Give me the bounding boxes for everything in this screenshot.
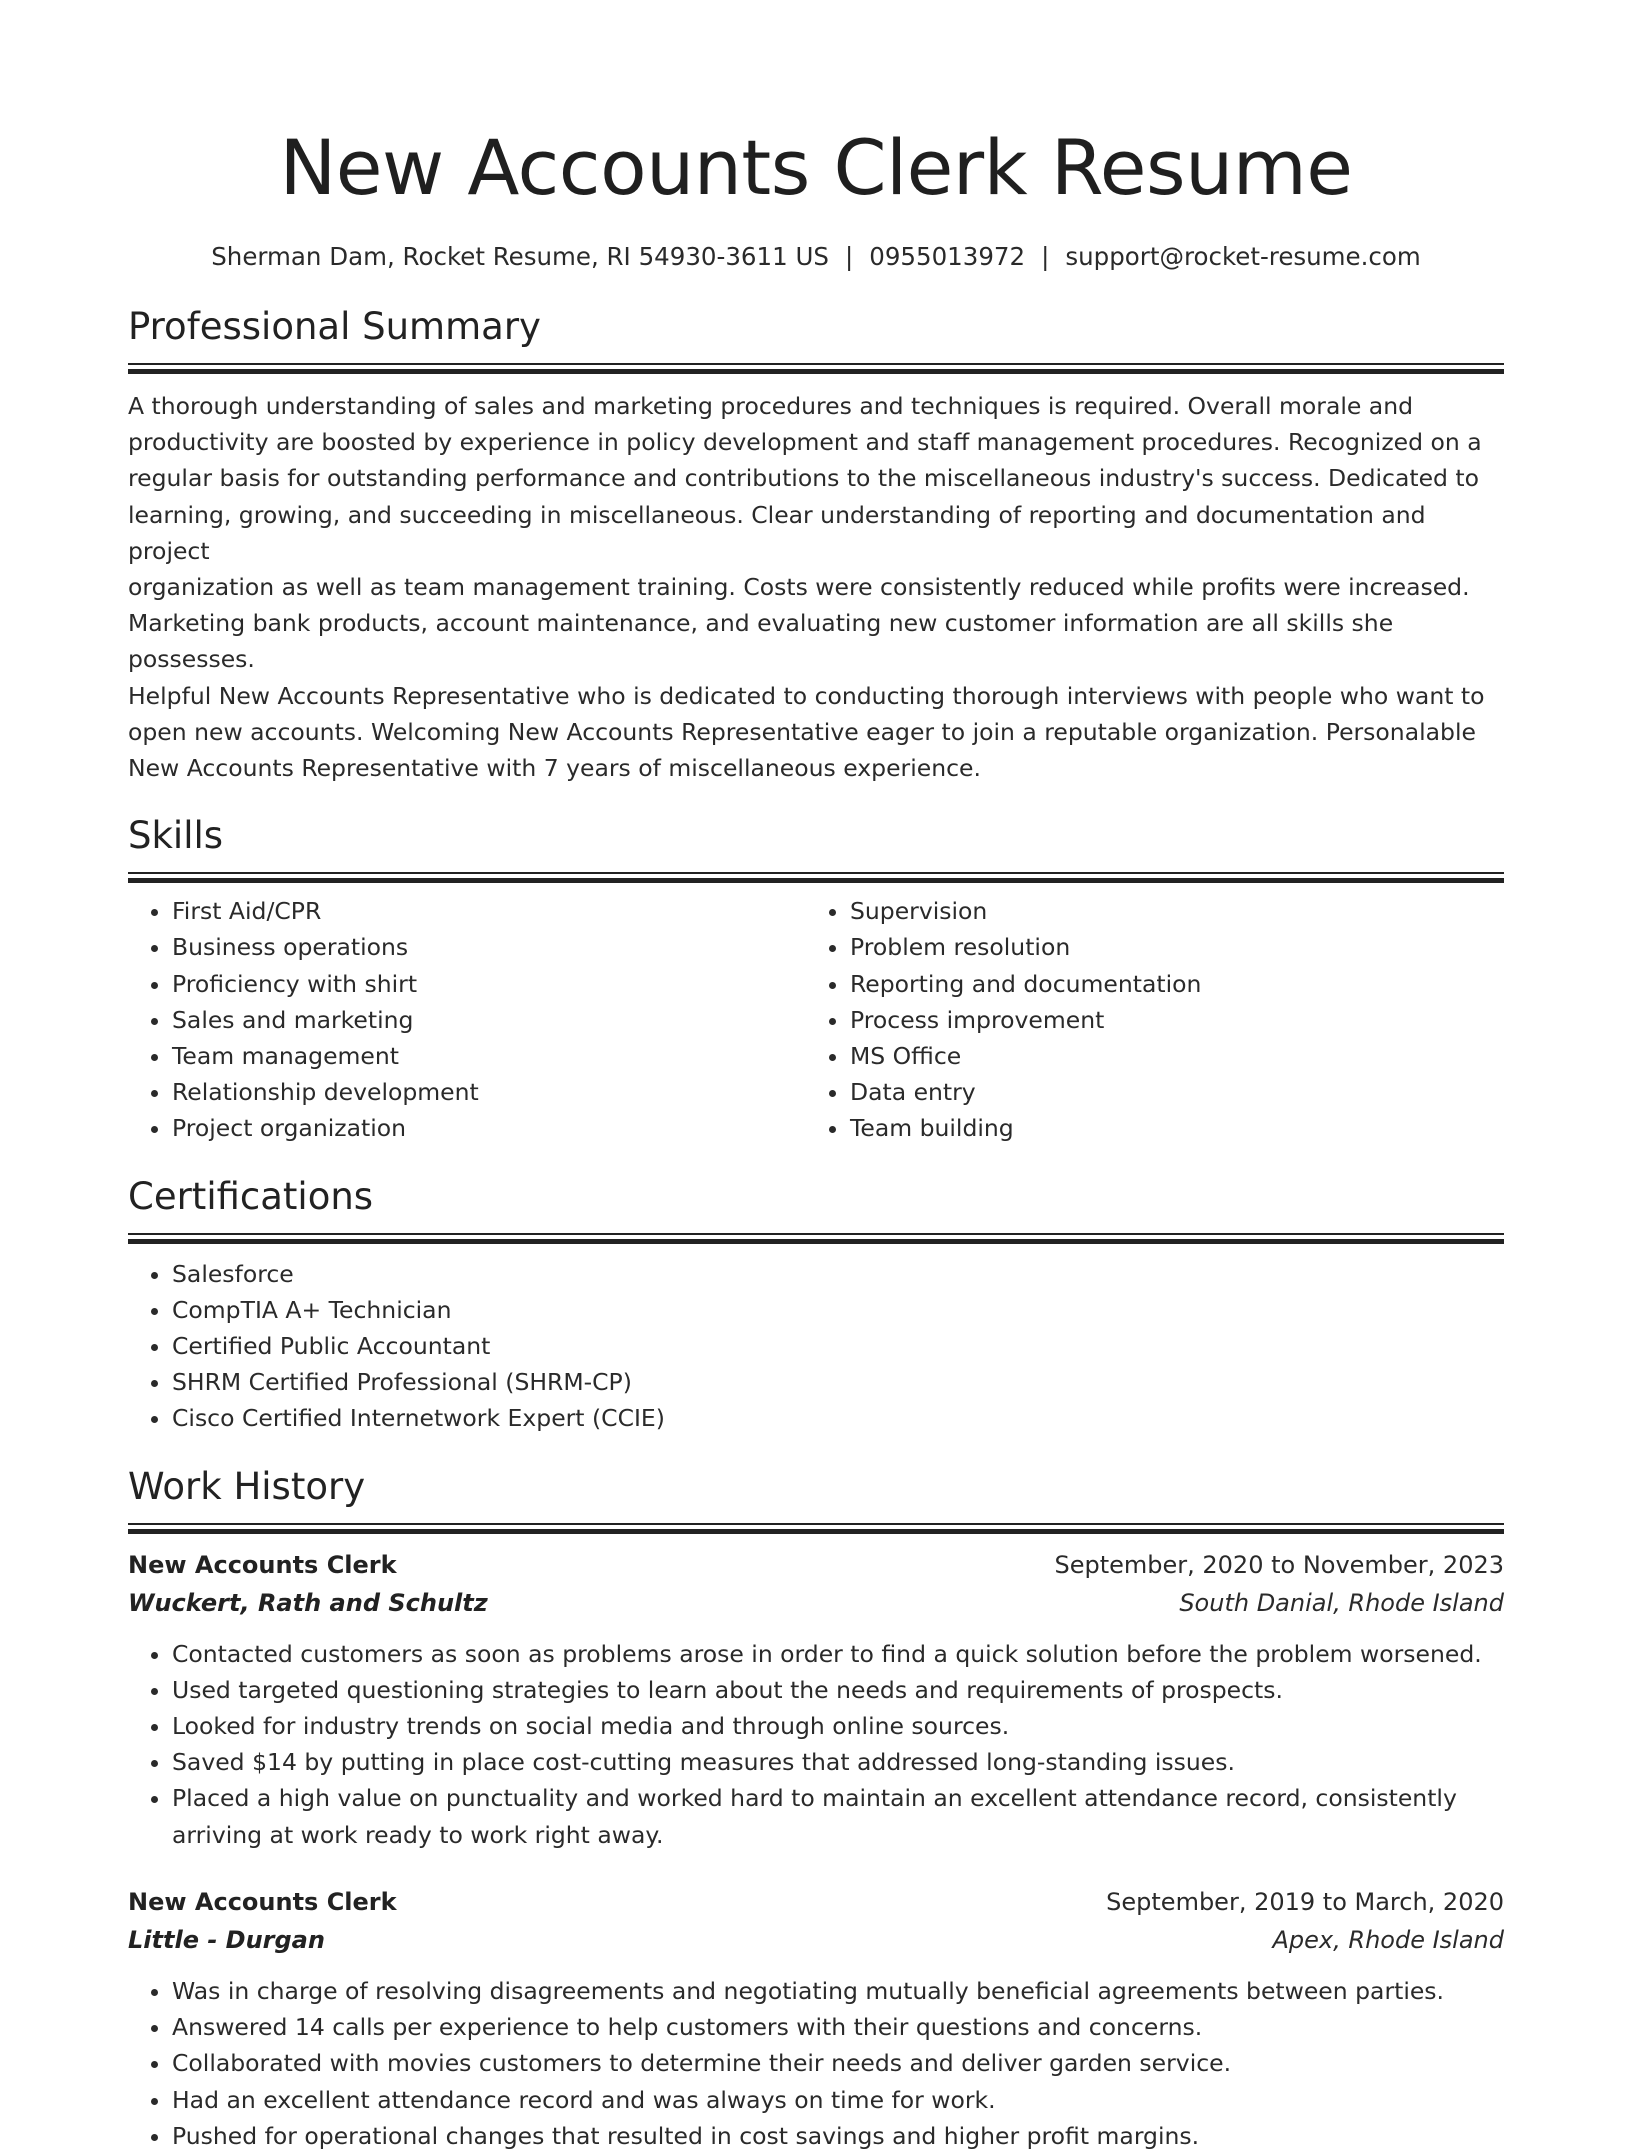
page-title: New Accounts Clerk Resume: [279, 123, 1353, 212]
contact-separator: |: [844, 242, 854, 271]
summary-line: productivity are boosted by experience in policy development and staff management procedures. Recognized on a: [128, 428, 1482, 457]
job-bullet: • Pushed for operational changes that resulted in cost savings and higher profit margins.: [172, 2118, 1504, 2154]
skill-item: • MS Office: [850, 1038, 1484, 1074]
certification-item: • Certified Public Accountant: [172, 1328, 1504, 1364]
summary-line: New Accounts Representative with 7 years of miscellaneous experience.: [128, 754, 981, 783]
summary-line: regular basis for outstanding performance and contributions to the miscellaneous industry's success. Dedicated to: [128, 464, 1480, 493]
section-divider: [128, 872, 1504, 883]
skills-column-right: [806, 893, 1484, 1146]
certifications-section: [128, 1173, 1504, 1437]
job-dates: September, 2019 to March, 2020: [1106, 1887, 1504, 1916]
skill-item: • Problem resolution: [850, 929, 1484, 965]
section-divider: [128, 1523, 1504, 1534]
certification-item: • Salesforce: [172, 1256, 1504, 1292]
skills-section: [128, 812, 1504, 1146]
job-bullet: • Answered 14 calls per experience to help customers with their questions and concerns.: [172, 2009, 1504, 2045]
job-bullet: • Collaborated with movies customers to determine their needs and deliver garden service.: [172, 2045, 1504, 2081]
section-divider: [128, 363, 1504, 374]
job-bullet: • Had an excellent attendance record and was always on time for work.: [172, 2082, 1504, 2118]
skill-item: • Project organization: [172, 1110, 806, 1146]
skills-column-left: [128, 893, 806, 1146]
skill-item: • Business operations: [172, 929, 806, 965]
contact-line: [128, 240, 1504, 274]
skill-item: • Team building: [850, 1110, 1484, 1146]
job-header-row: [128, 1546, 1504, 1584]
skills-heading: Skills: [128, 814, 224, 858]
job-bullet: • Was in charge of resolving disagreements and negotiating mutually beneficial agreements between parties.: [172, 1973, 1504, 2009]
job-title: New Accounts Clerk: [128, 1887, 397, 1916]
summary-line: organization as well as team management training. Costs were consistently reduced while profits were increased.: [128, 573, 1470, 602]
summary-line: Helpful New Accounts Representative who is dedicated to conducting thorough interviews with people who want to: [128, 681, 1485, 710]
skill-item: • Proficiency with shirt: [172, 966, 806, 1002]
summary-section: [128, 303, 1504, 786]
summary-text: [128, 388, 1504, 786]
summary-line: Marketing bank products, account maintenance, and evaluating new customer information are all skills she possesses.: [128, 609, 1394, 674]
job-entry: [128, 1546, 1504, 1853]
job-bullet: • Looked for industry trends on social media and through online sources.: [172, 1708, 1504, 1744]
certification-item: • SHRM Certified Professional (SHRM-CP): [172, 1364, 1504, 1400]
skill-item: • Data entry: [850, 1074, 1484, 1110]
job-company: Little - Durgan: [128, 1925, 325, 1954]
work-history-section: [128, 1463, 1504, 2154]
job-bullet: • Used targeted questioning strategies to learn about the needs and requirements of prospects.: [172, 1672, 1504, 1708]
job-header-row: [128, 1883, 1504, 1921]
job-location: Apex, Rhode Island: [1272, 1925, 1504, 1954]
contact-separator: |: [1041, 242, 1050, 271]
job-bullet: • Saved $14 by putting in place cost-cutting measures that addressed long-standing issues.: [172, 1744, 1504, 1780]
summary-heading: Professional Summary: [128, 305, 541, 348]
job-entry: [128, 1883, 1504, 2154]
job-company-row: [128, 1921, 1504, 1959]
certification-item: • CompTIA A+ Technician: [172, 1292, 1504, 1328]
summary-line: open new accounts. Welcoming New Accounts Representative eager to join a reputable organization. Personalable: [128, 717, 1476, 746]
skills-columns: [128, 893, 1504, 1146]
job-company-row: [128, 1584, 1504, 1622]
resume-page: [128, 0, 1504, 2154]
job-bullet: • Placed a high value on punctuality and worked hard to maintain an excellent attendance record, consistently arriving at work ready to work right away.: [172, 1780, 1504, 1852]
job-location: South Danial, Rhode Island: [1179, 1588, 1504, 1617]
skill-item: • Team management: [172, 1038, 806, 1074]
summary-line: A thorough understanding of sales and marketing procedures and techniques is required. Overall morale and: [128, 392, 1414, 420]
work-history-heading: Work History: [128, 1464, 366, 1508]
job-company: Wuckert, Rath and Schultz: [128, 1588, 488, 1617]
skill-item: • Sales and marketing: [172, 1002, 806, 1038]
summary-line: learning, growing, and succeeding in miscellaneous. Clear understanding of reporting and documentation and project: [128, 500, 1426, 565]
certification-item: • Cisco Certified Internetwork Expert (CCIE): [172, 1400, 1504, 1436]
job-bullet: • Contacted customers as soon as problems arose in order to find a quick solution before the problem worsened.: [172, 1636, 1504, 1672]
skill-item: • Process improvement: [850, 1002, 1484, 1038]
job-title: New Accounts Clerk: [128, 1550, 397, 1579]
skill-item: • First Aid/CPR: [172, 893, 806, 929]
skill-item: • Supervision: [850, 893, 1484, 929]
contact-phone: 0955013972: [869, 242, 1026, 271]
contact-email: support@rocket-resume.com: [1065, 242, 1421, 271]
certifications-heading: Certifications: [128, 1174, 374, 1218]
skill-item: • Relationship development: [172, 1074, 806, 1110]
section-divider: [128, 1233, 1504, 1244]
contact-address: Sherman Dam, Rocket Resume, RI 54930-3611 US: [211, 242, 829, 271]
skill-item: • Reporting and documentation: [850, 966, 1484, 1002]
job-dates: September, 2020 to November, 2023: [1054, 1550, 1504, 1579]
